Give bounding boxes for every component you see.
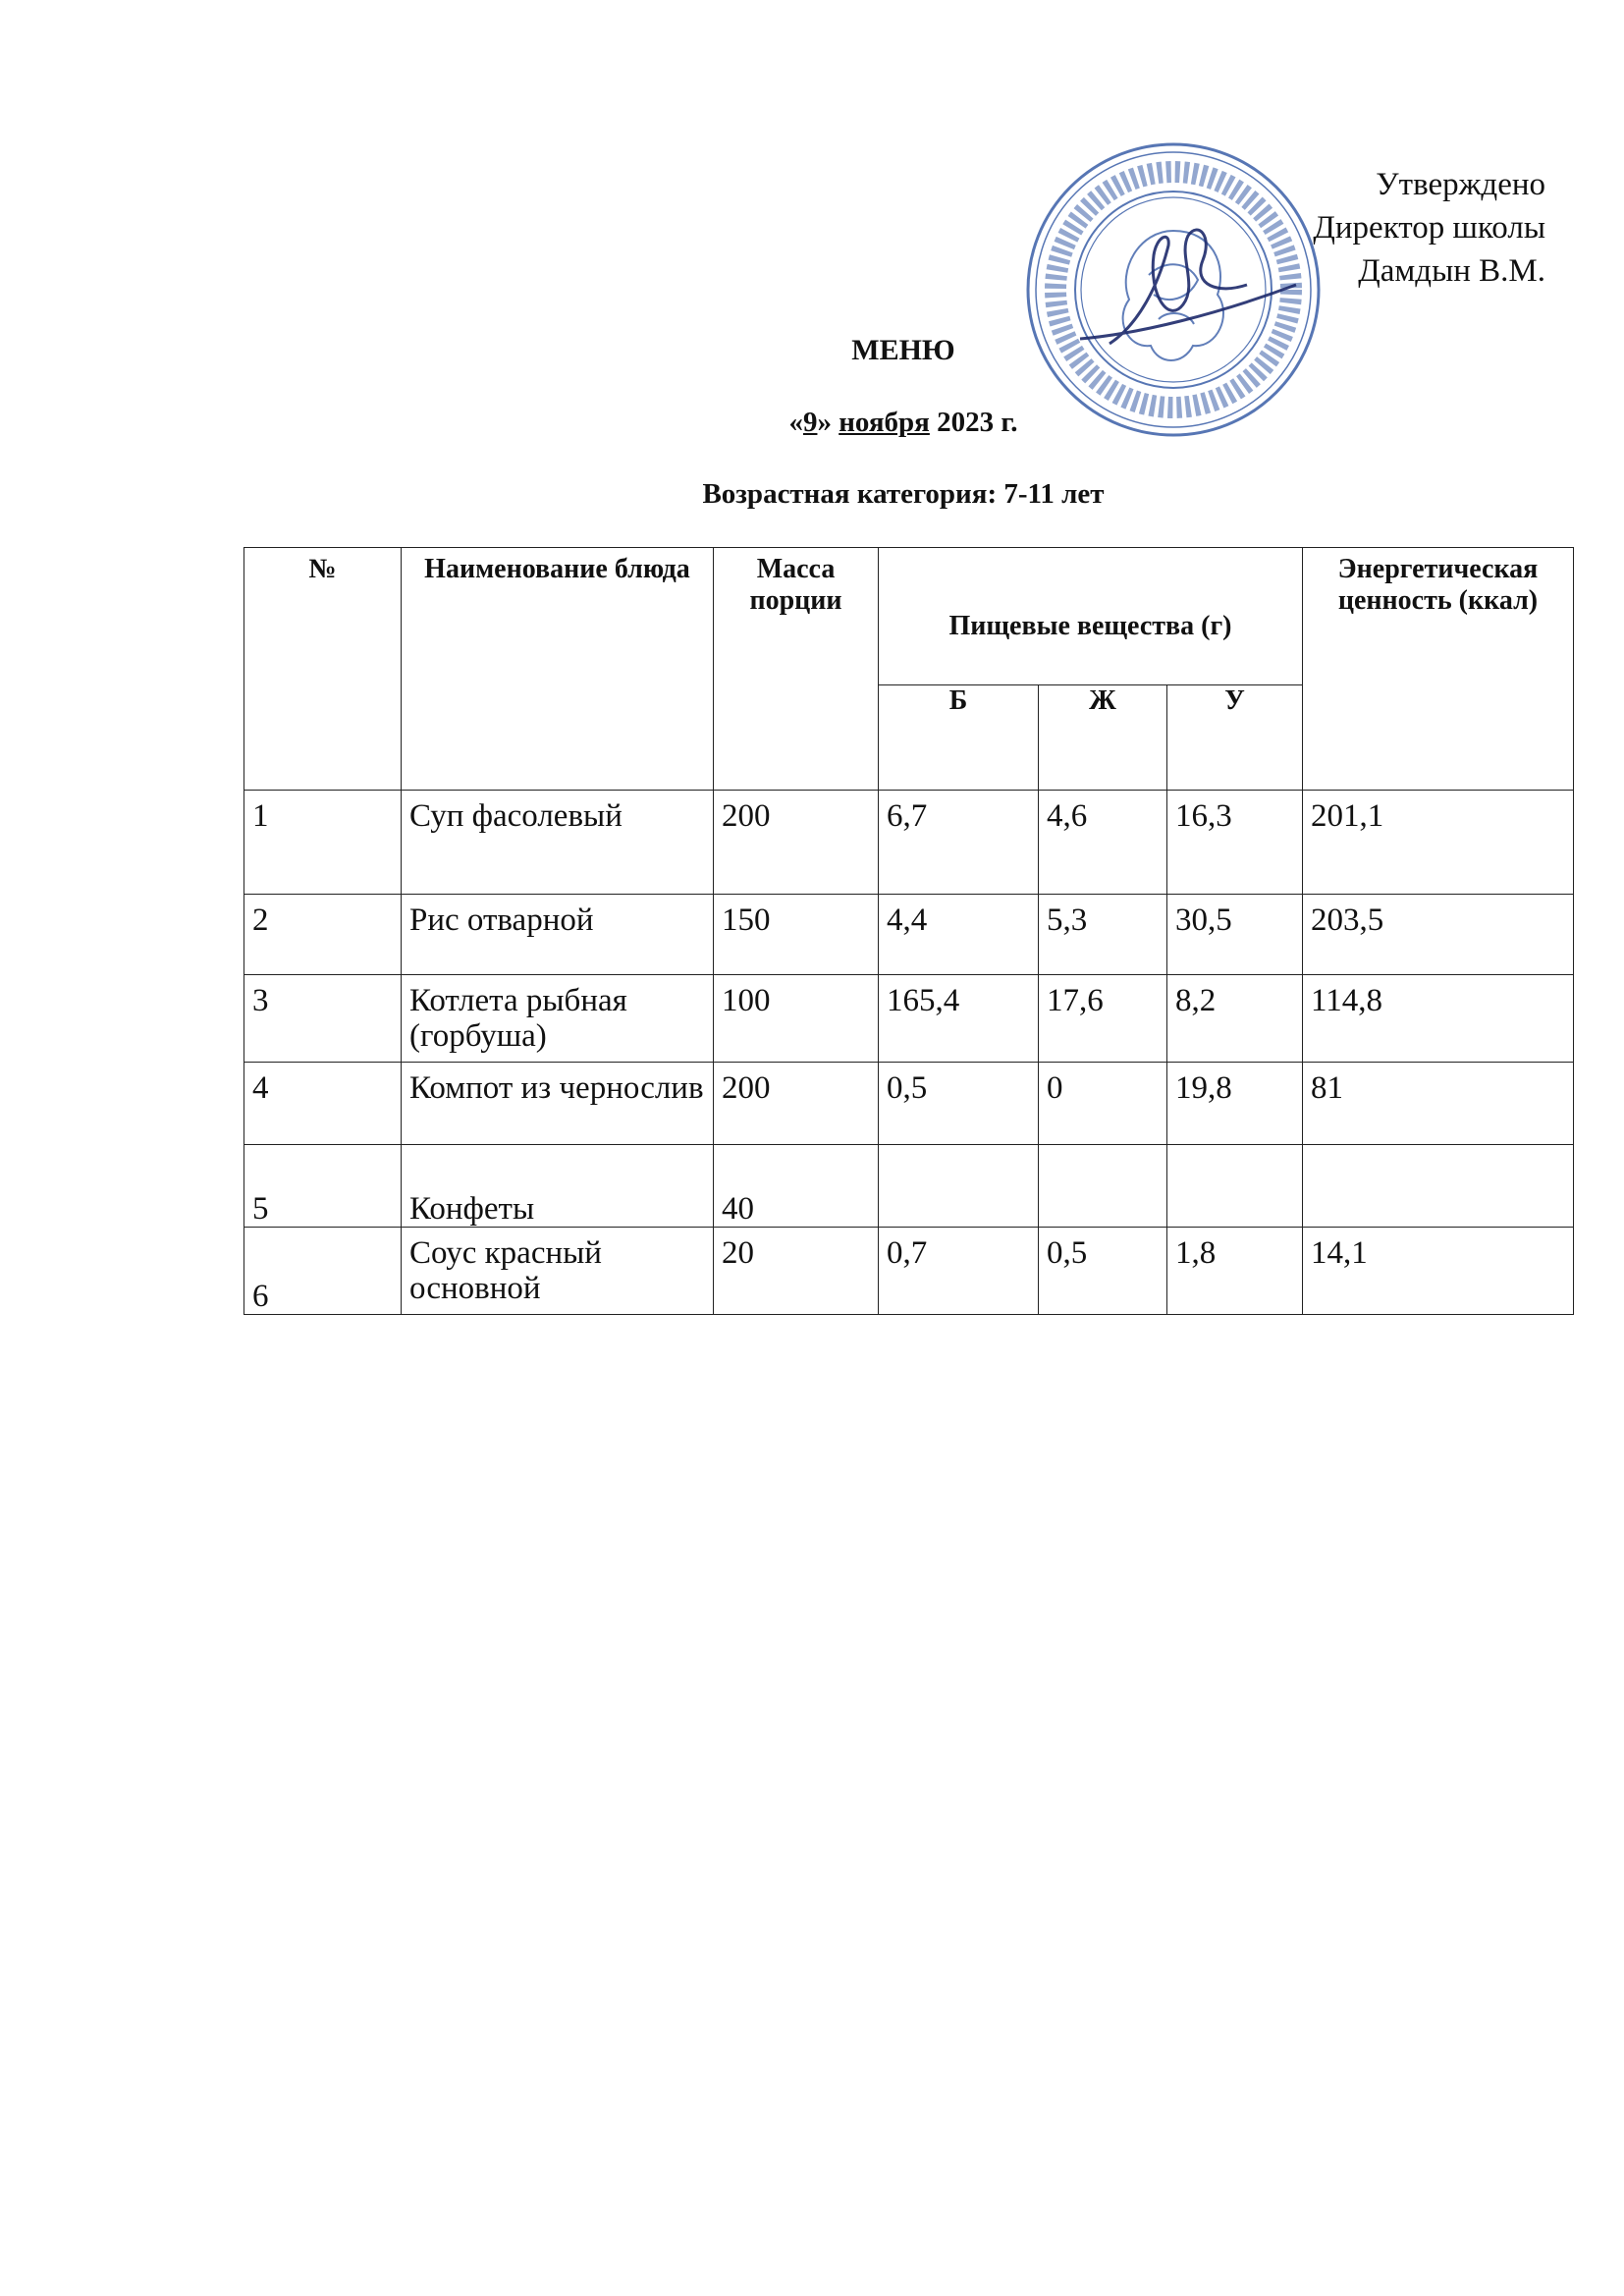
- table-row: [244, 895, 1574, 975]
- approver-position: Директор школы: [1313, 210, 1545, 246]
- cell-fat: 17,6: [1039, 975, 1167, 1063]
- cell-name: Котлета рыбная (горбуша): [402, 975, 714, 1063]
- cell-num: 6: [244, 1228, 402, 1315]
- cell-fat: 0,5: [1039, 1228, 1167, 1315]
- date-month: ноября: [839, 407, 930, 438]
- cell-energy: 14,1: [1303, 1228, 1574, 1315]
- header-protein: Б: [879, 685, 1039, 791]
- table-row: [244, 975, 1574, 1063]
- cell-mass: 100: [714, 975, 879, 1063]
- date-day: 9: [802, 407, 818, 438]
- header-name: Наименование блюда: [402, 548, 714, 791]
- cell-mass: 40: [714, 1145, 879, 1228]
- cell-carbs: 8,2: [1167, 975, 1303, 1063]
- table-header-row: [244, 548, 1574, 685]
- cell-name: Компот из чернослив: [402, 1063, 714, 1145]
- approval-label: Утверждено: [1376, 167, 1545, 202]
- cell-protein: 0,7: [879, 1228, 1039, 1315]
- cell-num: 4: [244, 1063, 402, 1145]
- approver-name: Дамдын В.М.: [1358, 253, 1545, 289]
- cell-num: 5: [244, 1145, 402, 1228]
- cell-name: Соус красный основной: [402, 1228, 714, 1315]
- round-stamp-icon: [1021, 137, 1326, 442]
- cell-carbs: 16,3: [1167, 791, 1303, 895]
- cell-energy: [1303, 1145, 1574, 1228]
- cell-fat: 5,3: [1039, 895, 1167, 975]
- cell-energy: 201,1: [1303, 791, 1574, 895]
- header-fat: Ж: [1039, 685, 1167, 791]
- cell-fat: 0: [1039, 1063, 1167, 1145]
- table-row: [244, 1145, 1574, 1228]
- cell-fat: [1039, 1145, 1167, 1228]
- cell-protein: 6,7: [879, 791, 1039, 895]
- cell-fat: 4,6: [1039, 791, 1167, 895]
- cell-protein: 165,4: [879, 975, 1039, 1063]
- cell-carbs: 19,8: [1167, 1063, 1303, 1145]
- date-year: 2023 г.: [929, 407, 1018, 438]
- header-mass: Масса порции: [714, 548, 879, 791]
- cell-carbs: 30,5: [1167, 895, 1303, 975]
- cell-name: Конфеты: [402, 1145, 714, 1228]
- cell-num: 3: [244, 975, 402, 1063]
- header-carbs: У: [1167, 685, 1303, 791]
- page-title: МЕНЮ: [851, 334, 955, 366]
- header-nutrients: Пищевые вещества (г): [879, 548, 1303, 685]
- age-category: Возрастная категория: 7-11 лет: [702, 478, 1105, 510]
- cell-protein: 4,4: [879, 895, 1039, 975]
- cell-protein: 0,5: [879, 1063, 1039, 1145]
- date-open-quote: «: [788, 407, 803, 438]
- cell-num: 1: [244, 791, 402, 895]
- menu-date: [0, 407, 1624, 439]
- menu-table: [244, 547, 1574, 1315]
- cell-mass: 20: [714, 1228, 879, 1315]
- header-num: №: [244, 548, 402, 791]
- table-row: [244, 1063, 1574, 1145]
- cell-energy: 203,5: [1303, 895, 1574, 975]
- cell-mass: 200: [714, 1063, 879, 1145]
- cell-mass: 150: [714, 895, 879, 975]
- cell-carbs: 1,8: [1167, 1228, 1303, 1315]
- cell-name: Суп фасолевый: [402, 791, 714, 895]
- cell-name: Рис отварной: [402, 895, 714, 975]
- cell-mass: 200: [714, 791, 879, 895]
- date-close-quote: »: [817, 407, 839, 438]
- approval-block: [1313, 163, 1545, 293]
- cell-energy: 81: [1303, 1063, 1574, 1145]
- table-row: [244, 1228, 1574, 1315]
- table-row: [244, 791, 1574, 895]
- cell-energy: 114,8: [1303, 975, 1574, 1063]
- cell-protein: [879, 1145, 1039, 1228]
- cell-carbs: [1167, 1145, 1303, 1228]
- cell-num: 2: [244, 895, 402, 975]
- header-energy: Энергетическая ценность (ккал): [1303, 548, 1574, 791]
